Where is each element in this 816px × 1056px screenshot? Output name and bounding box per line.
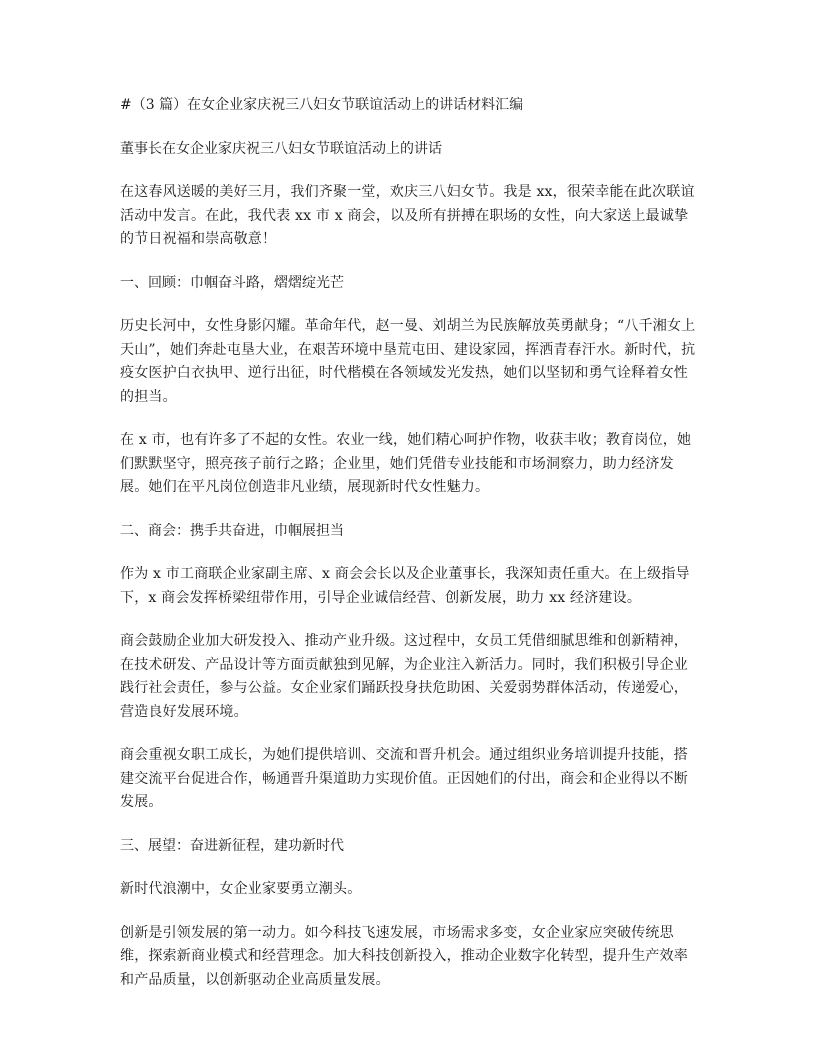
section-heading-1: 一、回顾：巾帼奋斗路，熠熠绽光芒 [120, 274, 344, 291]
paragraph-staff-growth: 商会重视女职工成长，为她们提供培训、交流和晋升机会。通过组织业务培训提升技能，搭建交流平台促进合作，畅通晋升渠道助力实现价值。正因她们的付出，商会和企业得以不断发展。 [120, 747, 688, 810]
paragraph-local-women: 在 x 市，也有许多了不起的女性。农业一线，她们精心呵护作物，收获丰收；教育岗位，她们默默坚守，照亮孩子前行之路；企业里，她们凭借专业技能和市场洞察力，助力经济发展。她们在平凡岗位创造非凡业绩，展现新时代女性魅力。 [120, 432, 692, 495]
paragraph-opening: 在这春风送暖的美好三月，我们齐聚一堂，欢庆三八妇女节。我是 xx，很荣幸能在此次联谊活动中发言。在此，我代表 xx 市 x 商会，以及所有拼搏在职场的女性，向大家送上最诚挚的节日祝福和崇高敬意！ [120, 184, 695, 247]
document-page [120, 94, 700, 1012]
section-heading-3: 三、展望：奋进新征程，建功新时代 [120, 837, 344, 854]
paragraph-innovation-support: 商会鼓励企业加大研发投入、推动产业升级。这过程中，女员工凭借细腻思维和创新精神，在技术研发、产品设计等方面贡献独到见解，为企业注入新活力。同时，我们积极引导企业践行社会责任，参与公益。女企业家们踊跃投身扶危助困、关爱弱势群体活动，传递爱心，营造良好发展环境。 [120, 633, 688, 720]
paragraph-role: 作为 x 市工商联企业家副主席、x 商会会长以及企业董事长，我深知责任重大。在上级指导下，x 商会发挥桥梁纽带作用，引导企业诚信经营、创新发展，助力 xx 经济建设。 [120, 566, 690, 606]
paragraph-innovation-drive: 创新是引领发展的第一动力。如今科技飞速发展，市场需求多变，女企业家应突破传统思维，探索新商业模式和经营理念。加大科技创新投入，推动企业数字化转型，提升生产效率和产品质量，以创新驱动企业高质量发展。 [120, 924, 688, 988]
section-heading-2: 二、商会：携手共奋进，巾帼展担当 [120, 522, 344, 539]
speech-title: 董事长在女企业家庆祝三八妇女节联谊活动上的讲话 [120, 140, 442, 157]
document-title: #（3 篇）在女企业家庆祝三八妇女节联谊活动上的讲话材料汇编 [120, 97, 524, 113]
paragraph-history: 历史长河中，女性身影闪耀。革命年代，赵一曼、刘胡兰为民族解放英勇献身；“八千湘女上天山”，她们奔赴屯垦大业，在艰苦环境中垦荒屯田、建设家园，挥洒青春汗水。新时代，抗疫女医护白衣执甲、逆行出征，时代楷模在各领域发光发热，她们以坚韧和勇气诠释着女性的担当。 [120, 318, 696, 405]
paragraph-new-era: 新时代浪潮中，女企业家要勇立潮头。 [120, 881, 362, 897]
